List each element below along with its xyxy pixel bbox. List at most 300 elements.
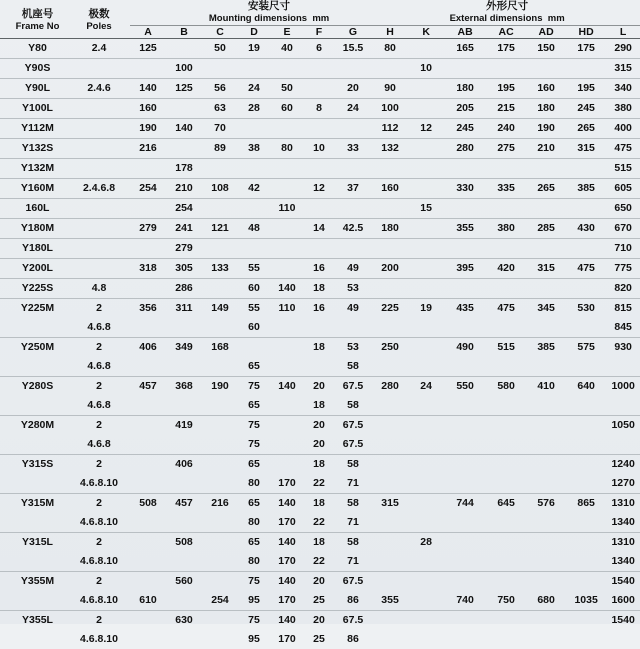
- cell-b: 254: [166, 199, 202, 219]
- cell-d: 75: [238, 435, 270, 455]
- header-mounting-unit: mm: [312, 13, 329, 24]
- cell-b: 241: [166, 219, 202, 239]
- cell-a: [130, 59, 166, 79]
- cell-h: [372, 513, 408, 533]
- cell-c: 121: [202, 219, 238, 239]
- cell-c: 56: [202, 79, 238, 99]
- cell-frame-no: Y112M: [0, 119, 68, 139]
- cell-e: 140: [270, 611, 304, 631]
- cell-e: 170: [270, 630, 304, 649]
- cell-h: [372, 416, 408, 436]
- cell-frame-no: Y160M: [0, 179, 68, 199]
- cell-ab: 165: [444, 39, 486, 59]
- cell-k: 24: [408, 377, 444, 397]
- cell-d: 42: [238, 179, 270, 199]
- cell-k: [408, 318, 444, 338]
- cell-ab: 330: [444, 179, 486, 199]
- cell-g: [334, 318, 372, 338]
- cell-b: [166, 396, 202, 416]
- cell-h: 80: [372, 39, 408, 59]
- cell-ad: [526, 199, 566, 219]
- cell-f: 22: [304, 474, 334, 494]
- cell-c: 70: [202, 119, 238, 139]
- cell-hd: [566, 572, 606, 592]
- cell-ac: 380: [486, 219, 526, 239]
- cell-frame-no: Y180L: [0, 239, 68, 259]
- cell-g: [334, 159, 372, 179]
- cell-e: [270, 416, 304, 436]
- cell-k: [408, 159, 444, 179]
- cell-k: [408, 552, 444, 572]
- cell-d: [238, 199, 270, 219]
- cell-b: 286: [166, 279, 202, 299]
- cell-c: 50: [202, 39, 238, 59]
- cell-frame-no: Y132S: [0, 139, 68, 159]
- cell-poles: [68, 139, 130, 159]
- header-mounting-cn: 安装尺寸: [130, 0, 408, 13]
- cell-frame-no: Y250M: [0, 338, 68, 358]
- cell-h: [372, 318, 408, 338]
- cell-e: 170: [270, 591, 304, 611]
- table-row: [0, 99, 640, 119]
- cell-c: [202, 630, 238, 649]
- cell-l: 710: [606, 239, 640, 259]
- cell-c: [202, 59, 238, 79]
- cell-f: 12: [304, 179, 334, 199]
- cell-ad: [526, 455, 566, 475]
- cell-k: [408, 39, 444, 59]
- cell-c: 254: [202, 591, 238, 611]
- cell-c: [202, 239, 238, 259]
- cell-g: 37: [334, 179, 372, 199]
- cell-a: [130, 474, 166, 494]
- header-poles-cell: [68, 0, 130, 39]
- table-row: [0, 455, 640, 475]
- table-row: [0, 159, 640, 179]
- cell-e: [270, 159, 304, 179]
- cell-f: [304, 159, 334, 179]
- table-row: [0, 357, 640, 377]
- header-col-H: H: [372, 26, 408, 39]
- cell-hd: 195: [566, 79, 606, 99]
- cell-f: [304, 318, 334, 338]
- cell-ac: 195: [486, 79, 526, 99]
- cell-f: 14: [304, 219, 334, 239]
- header-poles-cn: 极数: [68, 6, 130, 21]
- cell-b: [166, 39, 202, 59]
- table-row: [0, 630, 640, 649]
- cell-ad: 576: [526, 494, 566, 514]
- cell-ad: [526, 159, 566, 179]
- cell-hd: [566, 533, 606, 553]
- cell-poles: [68, 239, 130, 259]
- cell-frame-no: [0, 435, 68, 455]
- header-frame-cn: 机座号: [7, 6, 68, 21]
- cell-d: 75: [238, 377, 270, 397]
- cell-d: 60: [238, 318, 270, 338]
- cell-ac: [486, 416, 526, 436]
- cell-g: [334, 119, 372, 139]
- cell-h: 200: [372, 259, 408, 279]
- header-col-HD: HD: [566, 26, 606, 39]
- cell-d: 19: [238, 39, 270, 59]
- cell-poles: 2: [68, 611, 130, 631]
- cell-d: 24: [238, 79, 270, 99]
- cell-a: 140: [130, 79, 166, 99]
- cell-g: 67.5: [334, 572, 372, 592]
- cell-d: 48: [238, 219, 270, 239]
- cell-f: 20: [304, 611, 334, 631]
- cell-e: 170: [270, 474, 304, 494]
- cell-ac: [486, 396, 526, 416]
- cell-ad: 160: [526, 79, 566, 99]
- cell-ab: 395: [444, 259, 486, 279]
- cell-h: [372, 533, 408, 553]
- cell-d: 55: [238, 299, 270, 319]
- cell-ac: [486, 474, 526, 494]
- cell-a: [130, 396, 166, 416]
- cell-hd: 1035: [566, 591, 606, 611]
- cell-h: [372, 279, 408, 299]
- cell-e: [270, 259, 304, 279]
- cell-k: [408, 396, 444, 416]
- header-col-AC: AC: [486, 26, 526, 39]
- cell-poles: 4.8: [68, 279, 130, 299]
- cell-d: 80: [238, 474, 270, 494]
- cell-ab: [444, 435, 486, 455]
- cell-poles: 2: [68, 533, 130, 553]
- cell-ad: 150: [526, 39, 566, 59]
- cell-a: [130, 279, 166, 299]
- cell-a: [130, 199, 166, 219]
- cell-ab: [444, 199, 486, 219]
- cell-c: [202, 159, 238, 179]
- cell-frame-no: [0, 513, 68, 533]
- cell-k: [408, 474, 444, 494]
- cell-b: 508: [166, 533, 202, 553]
- cell-c: [202, 513, 238, 533]
- cell-f: 20: [304, 416, 334, 436]
- cell-l: 380: [606, 99, 640, 119]
- cell-a: [130, 533, 166, 553]
- cell-e: [270, 357, 304, 377]
- cell-hd: 530: [566, 299, 606, 319]
- cell-poles: 4.6.8.10: [68, 513, 130, 533]
- cell-poles: 4.6.8: [68, 435, 130, 455]
- cell-e: 140: [270, 533, 304, 553]
- header-col-C: C: [202, 26, 238, 39]
- cell-frame-no: [0, 396, 68, 416]
- cell-f: 6: [304, 39, 334, 59]
- cell-l: 340: [606, 79, 640, 99]
- cell-f: [304, 239, 334, 259]
- cell-ad: [526, 357, 566, 377]
- cell-k: [408, 239, 444, 259]
- cell-c: [202, 552, 238, 572]
- cell-b: [166, 99, 202, 119]
- cell-g: [334, 239, 372, 259]
- cell-frame-no: Y315M: [0, 494, 68, 514]
- cell-ab: [444, 455, 486, 475]
- cell-frame-no: Y132M: [0, 159, 68, 179]
- cell-poles: 2: [68, 299, 130, 319]
- cell-c: [202, 396, 238, 416]
- cell-ab: [444, 513, 486, 533]
- table-row: [0, 39, 640, 59]
- cell-b: 311: [166, 299, 202, 319]
- table-row: [0, 79, 640, 99]
- cell-h: [372, 199, 408, 219]
- cell-k: [408, 591, 444, 611]
- cell-d: 75: [238, 611, 270, 631]
- cell-f: 18: [304, 338, 334, 358]
- cell-l: 1050: [606, 416, 640, 436]
- header-external-unit: mm: [548, 13, 565, 24]
- cell-k: 12: [408, 119, 444, 139]
- cell-ac: 275: [486, 139, 526, 159]
- cell-l: 400: [606, 119, 640, 139]
- cell-d: 95: [238, 630, 270, 649]
- cell-e: [270, 318, 304, 338]
- cell-hd: [566, 474, 606, 494]
- header-mounting-en: Mounting dimensions: [209, 13, 307, 24]
- cell-f: 16: [304, 299, 334, 319]
- cell-k: [408, 338, 444, 358]
- header-col-D: D: [238, 26, 270, 39]
- cell-poles: 4.6.8: [68, 318, 130, 338]
- cell-ab: 180: [444, 79, 486, 99]
- cell-ab: [444, 279, 486, 299]
- cell-h: [372, 630, 408, 649]
- header-col-B: B: [166, 26, 202, 39]
- cell-poles: 2.4: [68, 39, 130, 59]
- cell-b: 630: [166, 611, 202, 631]
- cell-b: 178: [166, 159, 202, 179]
- table-row: [0, 318, 640, 338]
- cell-l: 605: [606, 179, 640, 199]
- cell-ac: [486, 357, 526, 377]
- cell-hd: 575: [566, 338, 606, 358]
- cell-ab: [444, 396, 486, 416]
- table-row: [0, 474, 640, 494]
- table-row: [0, 377, 640, 397]
- cell-g: 58: [334, 533, 372, 553]
- cell-ac: [486, 59, 526, 79]
- cell-f: 18: [304, 279, 334, 299]
- cell-h: [372, 59, 408, 79]
- cell-l: 775: [606, 259, 640, 279]
- cell-b: 457: [166, 494, 202, 514]
- cell-e: [270, 338, 304, 358]
- cell-hd: [566, 396, 606, 416]
- cell-g: 67.5: [334, 611, 372, 631]
- cell-h: [372, 552, 408, 572]
- cell-d: 80: [238, 552, 270, 572]
- cell-ac: [486, 552, 526, 572]
- cell-e: 110: [270, 299, 304, 319]
- cell-d: [238, 119, 270, 139]
- cell-ac: [486, 435, 526, 455]
- cell-ac: [486, 239, 526, 259]
- cell-h: [372, 435, 408, 455]
- cell-l: 1540: [606, 611, 640, 631]
- cell-d: 65: [238, 396, 270, 416]
- cell-ab: [444, 552, 486, 572]
- header-spacer: [606, 0, 640, 26]
- cell-g: 49: [334, 299, 372, 319]
- cell-hd: [566, 318, 606, 338]
- cell-frame-no: Y315S: [0, 455, 68, 475]
- header-col-AD: AD: [526, 26, 566, 39]
- cell-g: 33: [334, 139, 372, 159]
- cell-a: [130, 572, 166, 592]
- cell-g: 86: [334, 591, 372, 611]
- cell-b: 100: [166, 59, 202, 79]
- table-row: [0, 179, 640, 199]
- cell-k: 10: [408, 59, 444, 79]
- cell-e: 40: [270, 39, 304, 59]
- cell-poles: 2: [68, 338, 130, 358]
- cell-e: [270, 239, 304, 259]
- cell-c: 168: [202, 338, 238, 358]
- cell-d: 75: [238, 572, 270, 592]
- cell-l: [606, 435, 640, 455]
- cell-b: 560: [166, 572, 202, 592]
- cell-b: [166, 630, 202, 649]
- header-col-A: A: [130, 26, 166, 39]
- cell-e: 60: [270, 99, 304, 119]
- cell-hd: 865: [566, 494, 606, 514]
- cell-ab: [444, 239, 486, 259]
- cell-frame-no: Y355L: [0, 611, 68, 631]
- cell-ac: 215: [486, 99, 526, 119]
- cell-a: 318: [130, 259, 166, 279]
- cell-d: [238, 239, 270, 259]
- cell-f: [304, 79, 334, 99]
- cell-k: [408, 219, 444, 239]
- cell-ac: [486, 611, 526, 631]
- cell-ad: [526, 318, 566, 338]
- header-external-en: External dimensions: [450, 13, 543, 24]
- cell-b: [166, 318, 202, 338]
- cell-l: 815: [606, 299, 640, 319]
- cell-d: 65: [238, 455, 270, 475]
- cell-ac: 750: [486, 591, 526, 611]
- cell-g: 71: [334, 513, 372, 533]
- cell-f: [304, 119, 334, 139]
- cell-g: 15.5: [334, 39, 372, 59]
- table-row: [0, 199, 640, 219]
- cell-l: 650: [606, 199, 640, 219]
- cell-c: [202, 455, 238, 475]
- cell-frame-no: Y225S: [0, 279, 68, 299]
- table-row: [0, 396, 640, 416]
- cell-frame-no: Y225M: [0, 299, 68, 319]
- cell-b: [166, 474, 202, 494]
- cell-c: 190: [202, 377, 238, 397]
- table-row: [0, 299, 640, 319]
- cell-e: [270, 396, 304, 416]
- cell-frame-no: Y80: [0, 39, 68, 59]
- cell-ad: 265: [526, 179, 566, 199]
- cell-g: [334, 59, 372, 79]
- table-row: [0, 239, 640, 259]
- cell-ab: [444, 357, 486, 377]
- header-external-group: [408, 0, 606, 26]
- cell-hd: [566, 552, 606, 572]
- cell-k: [408, 279, 444, 299]
- cell-f: 25: [304, 591, 334, 611]
- cell-g: 67.5: [334, 435, 372, 455]
- cell-ab: 490: [444, 338, 486, 358]
- cell-e: 80: [270, 139, 304, 159]
- cell-d: 95: [238, 591, 270, 611]
- cell-f: 18: [304, 396, 334, 416]
- cell-ab: 280: [444, 139, 486, 159]
- header-frame-en: Frame No: [7, 21, 68, 32]
- cell-poles: 2: [68, 572, 130, 592]
- cell-ac: [486, 199, 526, 219]
- table-row: [0, 572, 640, 592]
- cell-b: 305: [166, 259, 202, 279]
- cell-d: 65: [238, 357, 270, 377]
- cell-b: [166, 552, 202, 572]
- cell-a: 254: [130, 179, 166, 199]
- cell-poles: [68, 219, 130, 239]
- cell-g: 53: [334, 338, 372, 358]
- cell-h: 315: [372, 494, 408, 514]
- cell-frame-no: Y200L: [0, 259, 68, 279]
- cell-l: 290: [606, 39, 640, 59]
- cell-b: [166, 591, 202, 611]
- cell-poles: 2: [68, 494, 130, 514]
- cell-a: 216: [130, 139, 166, 159]
- cell-ac: 645: [486, 494, 526, 514]
- cell-f: [304, 59, 334, 79]
- cell-h: [372, 572, 408, 592]
- cell-a: [130, 513, 166, 533]
- cell-ab: [444, 416, 486, 436]
- header-poles-en: Poles: [68, 21, 130, 32]
- cell-ac: [486, 455, 526, 475]
- cell-hd: [566, 357, 606, 377]
- cell-b: 368: [166, 377, 202, 397]
- cell-ac: 240: [486, 119, 526, 139]
- cell-a: [130, 630, 166, 649]
- cell-hd: [566, 199, 606, 219]
- cell-a: 160: [130, 99, 166, 119]
- cell-poles: 2: [68, 455, 130, 475]
- cell-a: [130, 455, 166, 475]
- cell-b: 419: [166, 416, 202, 436]
- cell-c: [202, 572, 238, 592]
- cell-b: 279: [166, 239, 202, 259]
- cell-g: 42.5: [334, 219, 372, 239]
- cell-ad: [526, 474, 566, 494]
- cell-h: [372, 396, 408, 416]
- cell-e: 50: [270, 79, 304, 99]
- cell-l: 1310: [606, 494, 640, 514]
- cell-l: 1340: [606, 513, 640, 533]
- cell-g: 67.5: [334, 416, 372, 436]
- cell-ad: [526, 239, 566, 259]
- cell-frame-no: Y100L: [0, 99, 68, 119]
- cell-h: 355: [372, 591, 408, 611]
- cell-a: [130, 159, 166, 179]
- cell-c: [202, 611, 238, 631]
- cell-ad: [526, 279, 566, 299]
- cell-hd: 475: [566, 259, 606, 279]
